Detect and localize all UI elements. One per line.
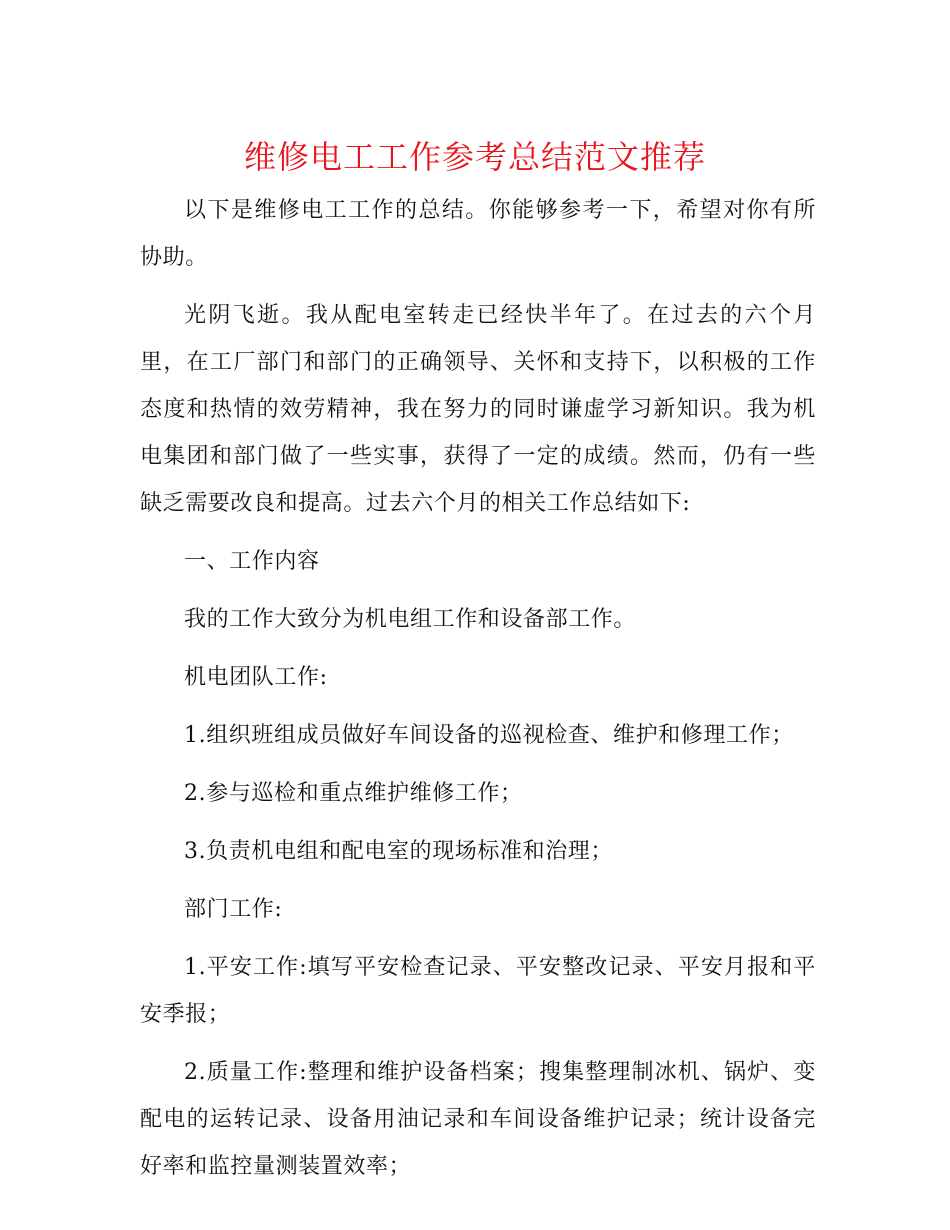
paragraph-summary: 光阴飞逝。我从配电室转走已经快半年了。在过去的六个月里，在工厂部门和部门的正确领导、关怀和支持下，以积极的工作态度和热情的效劳精神，我在努力的同时谦虚学习新知识。我为机电集团和部门做了一些实事，获得了一定的成绩。然而，仍有一些缺乏需要改良和提高。过去六个月的相关工作总结如下: xyxy=(140,303,816,516)
section-heading-work-content: 一、工作内容 xyxy=(184,549,320,574)
list-item: 3.负责机电组和配电室的现场标准和治理； xyxy=(184,839,613,864)
paragraph-work-scope: 我的工作大致分为机电组工作和设备部工作。 xyxy=(184,607,637,632)
list-item: 1.组织班组成员做好车间设备的巡视检查、维护和修理工作； xyxy=(184,723,794,748)
document-body xyxy=(140,187,816,1190)
paragraph-intro: 以下是维修电工工作的总结。你能够参考一下，希望对你有所协助。 xyxy=(140,198,816,270)
list-item: 2.质量工作:整理和维护设备档案；搜集整理制冰机、锅炉、变配电的运转记录、设备用油记录和车间设备维护记录；统计设备完好率和监控量测装置效率； xyxy=(140,1060,816,1179)
list-item: 2.参与巡检和重点维护维修工作； xyxy=(184,781,523,806)
subheading-department-work: 部门工作: xyxy=(184,897,283,922)
document-title: 维修电工工作参考总结范文推荐 xyxy=(243,138,706,176)
list-item: 1.平安工作:填写平安检查记录、平安整改记录、平安月报和平安季报； xyxy=(140,955,816,1027)
subheading-team-work: 机电团队工作: xyxy=(184,665,328,690)
